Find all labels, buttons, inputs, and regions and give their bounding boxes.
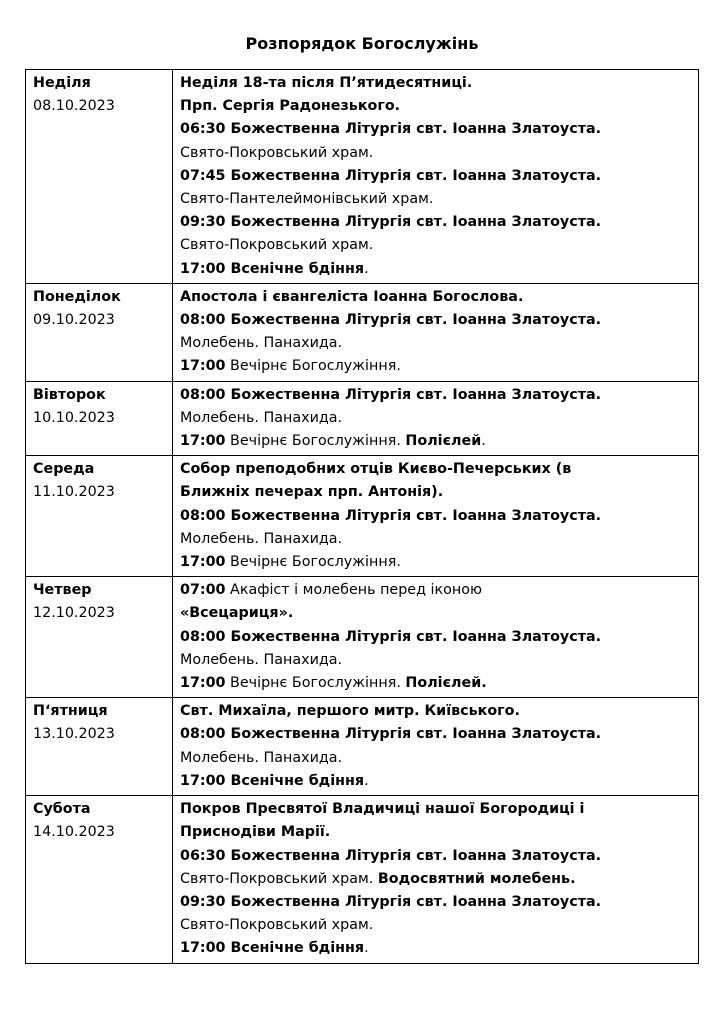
service-text: Апостола і євангеліста Іоанна Богослова. — [180, 288, 524, 305]
service-text: Свято-Покровський храм. — [180, 870, 378, 887]
table-row — [26, 577, 699, 698]
service-text: 06:30 Божественна Літургія свт. Іоанна Златоуста. — [180, 847, 602, 864]
service-line — [180, 747, 692, 770]
service-line — [180, 309, 692, 332]
service-text: Свято-Покровський храм. — [180, 237, 374, 254]
service-text: . — [364, 260, 369, 277]
service-line — [180, 72, 692, 95]
service-text: Молебень. Панахида. — [180, 335, 343, 352]
service-line — [180, 868, 692, 891]
day-name: Вівторок — [33, 386, 106, 403]
service-line — [180, 188, 692, 211]
services-cell — [173, 456, 699, 577]
service-text: Прп. Сергія Радонезького. — [180, 98, 401, 115]
day-cell — [26, 698, 173, 796]
day-date: 12.10.2023 — [33, 605, 115, 622]
day-cell — [26, 381, 173, 456]
day-date: 14.10.2023 — [33, 824, 115, 841]
service-text: Водосвятний молебень. — [377, 870, 576, 887]
service-line — [180, 672, 692, 695]
service-text: Молебень. Панахида. — [180, 530, 343, 547]
day-cell — [26, 796, 173, 963]
service-text: Полієлей — [405, 433, 482, 450]
service-text: 08:00 Божественна Літургія свт. Іоанна Златоуста. — [180, 386, 602, 403]
day-date: 10.10.2023 — [33, 409, 115, 426]
day-name: Середа — [33, 461, 95, 478]
service-text: 08:00 Божественна Літургія свт. Іоанна Златоуста. — [180, 507, 602, 524]
services-cell — [173, 70, 699, 284]
service-text: Свт. Михаїла, першого митр. Київського. — [180, 703, 520, 720]
day-date: 09.10.2023 — [33, 312, 115, 329]
service-line — [180, 118, 692, 141]
service-line — [180, 430, 692, 453]
service-text: . — [481, 433, 486, 450]
services-cell — [173, 796, 699, 963]
service-text: 08:00 Божественна Літургія свт. Іоанна Златоуста. — [180, 628, 602, 645]
service-text: Вечірнє Богослужіння. — [225, 675, 406, 692]
service-text: Вечірнє Богослужіння. — [225, 433, 406, 450]
day-date: 11.10.2023 — [33, 484, 115, 501]
day-name: П‘ятниця — [33, 703, 108, 720]
service-line — [180, 458, 692, 481]
service-text: 17:00 — [180, 554, 226, 571]
service-line — [180, 528, 692, 551]
service-text: . — [364, 940, 369, 957]
service-text: 17:00 — [180, 358, 226, 375]
service-text: Молебень. Панахида. — [180, 409, 343, 426]
service-line — [180, 579, 692, 602]
service-line — [180, 384, 692, 407]
day-cell — [26, 456, 173, 577]
service-line — [180, 551, 692, 574]
service-text: 06:30 Божественна Літургія свт. Іоанна Златоуста. — [180, 121, 602, 138]
service-text: Молебень. Панахида. — [180, 651, 343, 668]
service-text: Вечірнє Богослужіння. — [225, 554, 401, 571]
services-cell — [173, 577, 699, 698]
table-row — [26, 70, 699, 284]
service-line — [180, 649, 692, 672]
day-cell — [26, 577, 173, 698]
service-text: Ближніх печерах прп. Антонія). — [180, 484, 444, 501]
service-text: 09:30 Божественна Літургія свт. Іоанна Златоуста. — [180, 893, 602, 910]
service-text: Покров Пресвятої Владичиці нашої Богородиці і — [180, 801, 585, 818]
service-text: 08:00 Божественна Літургія свт. Іоанна Златоуста. — [180, 726, 602, 743]
service-line — [180, 891, 692, 914]
service-line — [180, 142, 692, 165]
service-line — [180, 234, 692, 257]
day-name: Понеділок — [33, 288, 121, 305]
day-cell — [26, 70, 173, 284]
day-name: Неділя — [33, 75, 91, 91]
day-date: 13.10.2023 — [33, 726, 115, 743]
service-line — [180, 626, 692, 649]
services-cell — [173, 283, 699, 381]
service-line — [180, 481, 692, 504]
service-text: 17:00 — [180, 675, 226, 692]
service-text: 17:00 Всенічне бдіння — [180, 940, 365, 957]
table-row — [26, 456, 699, 577]
service-text: 17:00 Всенічне бдіння — [180, 772, 365, 789]
service-text: 17:00 Всенічне бдіння — [180, 260, 365, 277]
day-name: Субота — [33, 801, 91, 818]
service-text: . — [364, 772, 369, 789]
service-text: Вечірнє Богослужіння. — [225, 358, 401, 375]
service-line — [180, 211, 692, 234]
service-line — [180, 700, 692, 723]
day-cell — [26, 283, 173, 381]
table-row — [26, 796, 699, 963]
service-line — [180, 95, 692, 118]
service-line — [180, 914, 692, 937]
service-text: 09:30 Божественна Літургія свт. Іоанна Златоуста. — [180, 214, 602, 231]
service-line — [180, 821, 692, 844]
service-text: Неділя 18-та після П’ятидесятниці. — [180, 75, 473, 91]
service-line — [180, 845, 692, 868]
table-row — [26, 698, 699, 796]
services-cell — [173, 698, 699, 796]
service-line — [180, 286, 692, 309]
service-text: Свято-Покровський храм. — [180, 917, 374, 934]
service-line — [180, 165, 692, 188]
service-text: Свято-Пантелеймонівський храм. — [180, 191, 434, 208]
service-line — [180, 770, 692, 793]
day-date: 08.10.2023 — [33, 98, 115, 115]
service-line — [180, 602, 692, 625]
service-text: Полієлей. — [405, 675, 487, 692]
service-line — [180, 505, 692, 528]
schedule-table — [25, 69, 699, 964]
table-row — [26, 283, 699, 381]
service-text: 17:00 — [180, 433, 226, 450]
service-line — [180, 798, 692, 821]
service-text: Собор преподобних отців Києво-Печерських (в — [180, 461, 572, 478]
table-row — [26, 381, 699, 456]
service-line — [180, 407, 692, 430]
services-cell — [173, 381, 699, 456]
service-line — [180, 355, 692, 378]
service-line — [180, 937, 692, 960]
service-text: Молебень. Панахида. — [180, 749, 343, 766]
service-line — [180, 258, 692, 281]
service-line — [180, 332, 692, 355]
service-text: 07:00 — [180, 582, 226, 599]
service-text: Акафіст і молебень перед іконою — [225, 582, 483, 599]
service-text: «Всецариця». — [180, 605, 294, 622]
service-text: Приснодіви Марії. — [180, 824, 331, 841]
service-text: 07:45 Божественна Літургія свт. Іоанна Златоуста. — [180, 167, 602, 184]
page-title: Розпорядок Богослужінь — [245, 34, 479, 53]
service-text: Свято-Покровський храм. — [180, 144, 374, 161]
schedule-body — [26, 70, 699, 964]
service-line — [180, 723, 692, 746]
service-text: 08:00 Божественна Літургія свт. Іоанна Златоуста. — [180, 312, 602, 329]
day-name: Четвер — [33, 582, 92, 599]
